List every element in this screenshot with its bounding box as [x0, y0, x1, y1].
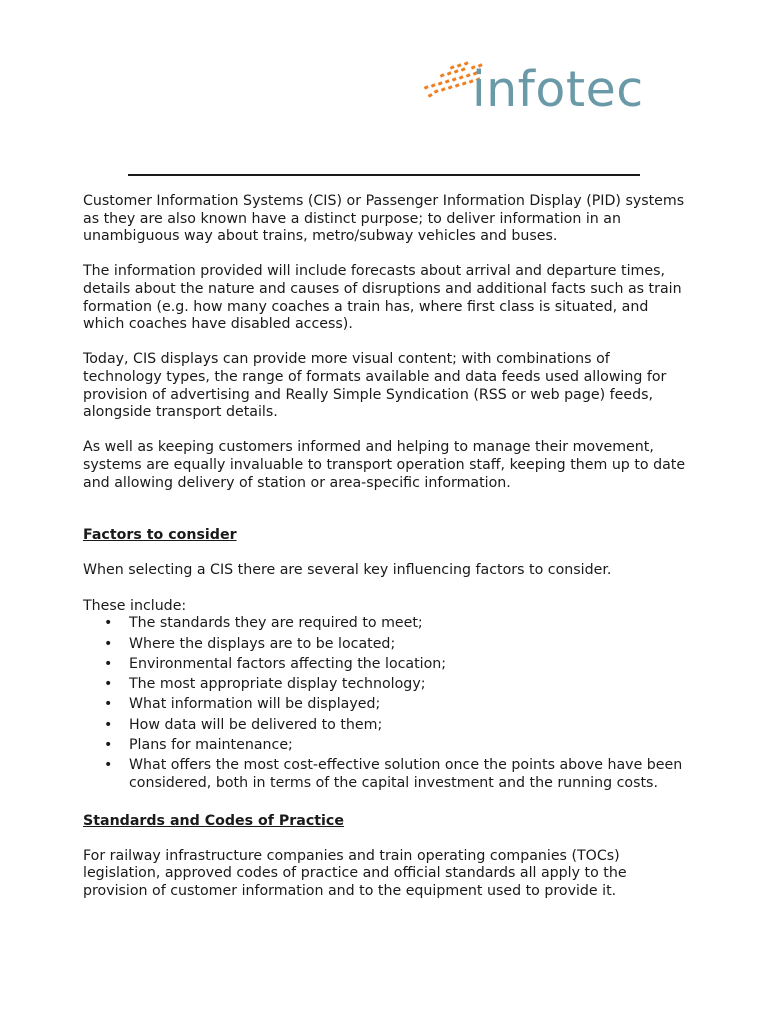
list-item: • What information will be displayed;: [83, 696, 693, 714]
list-item: • Where the displays are to be located;: [83, 636, 693, 654]
intro-paragraph-3: Today, CIS displays can provide more visual content; with combinations of technology types, the range of formats available and data feeds used allowing for provision of advertising and Really Simple Syndication (RSS or web page) feeds, alongside transport details.: [83, 351, 667, 421]
factors-list: [83, 615, 693, 792]
factors-list-intro: These include:: [83, 597, 187, 614]
document-body: [83, 193, 693, 901]
list-item: • Plans for maintenance;: [83, 737, 693, 755]
standards-heading: Standards and Codes of Practice: [83, 812, 344, 829]
factors-intro: When selecting a CIS there are several key influencing factors to consider.: [83, 562, 612, 579]
logo-text: infotec: [472, 61, 644, 118]
factors-heading: Factors to consider: [83, 527, 237, 544]
header-divider: [128, 174, 640, 176]
list-item: • What offers the most cost-effective solution once the points above have been considered, both in terms of the capital investment and the running costs.: [83, 757, 693, 792]
intro-paragraph-1: Customer Information Systems (CIS) or Passenger Information Display (PID) systems as they are also known have a distinct purpose; to deliver information in an unambiguous way about trains, metro/subway vehicles and buses.: [83, 193, 685, 245]
list-item: • Environmental factors affecting the location;: [83, 656, 693, 674]
standards-paragraph: For railway infrastructure companies and train operating companies (TOCs) legislation, approved codes of practice and official standards all apply to the provision of customer information and to the equipment used to provide it.: [83, 847, 627, 900]
list-item: • How data will be delivered to them;: [83, 717, 693, 735]
intro-paragraph-4: As well as keeping customers informed and helping to manage their movement, systems are equally invaluable to transport operation staff, keeping them up to date and allowing delivery of station or area-specific information.: [83, 439, 686, 491]
list-item: • The most appropriate display technology;: [83, 676, 693, 694]
intro-paragraph-2: The information provided will include forecasts about arrival and departure times, details about the nature and causes of disruptions and additional facts such as train formation (e.g. how many coaches a train has, where first class is situated, and which coaches have disabled access).: [83, 263, 682, 333]
infotec-logo: [420, 58, 660, 128]
list-item: • The standards they are required to meet;: [83, 615, 693, 633]
